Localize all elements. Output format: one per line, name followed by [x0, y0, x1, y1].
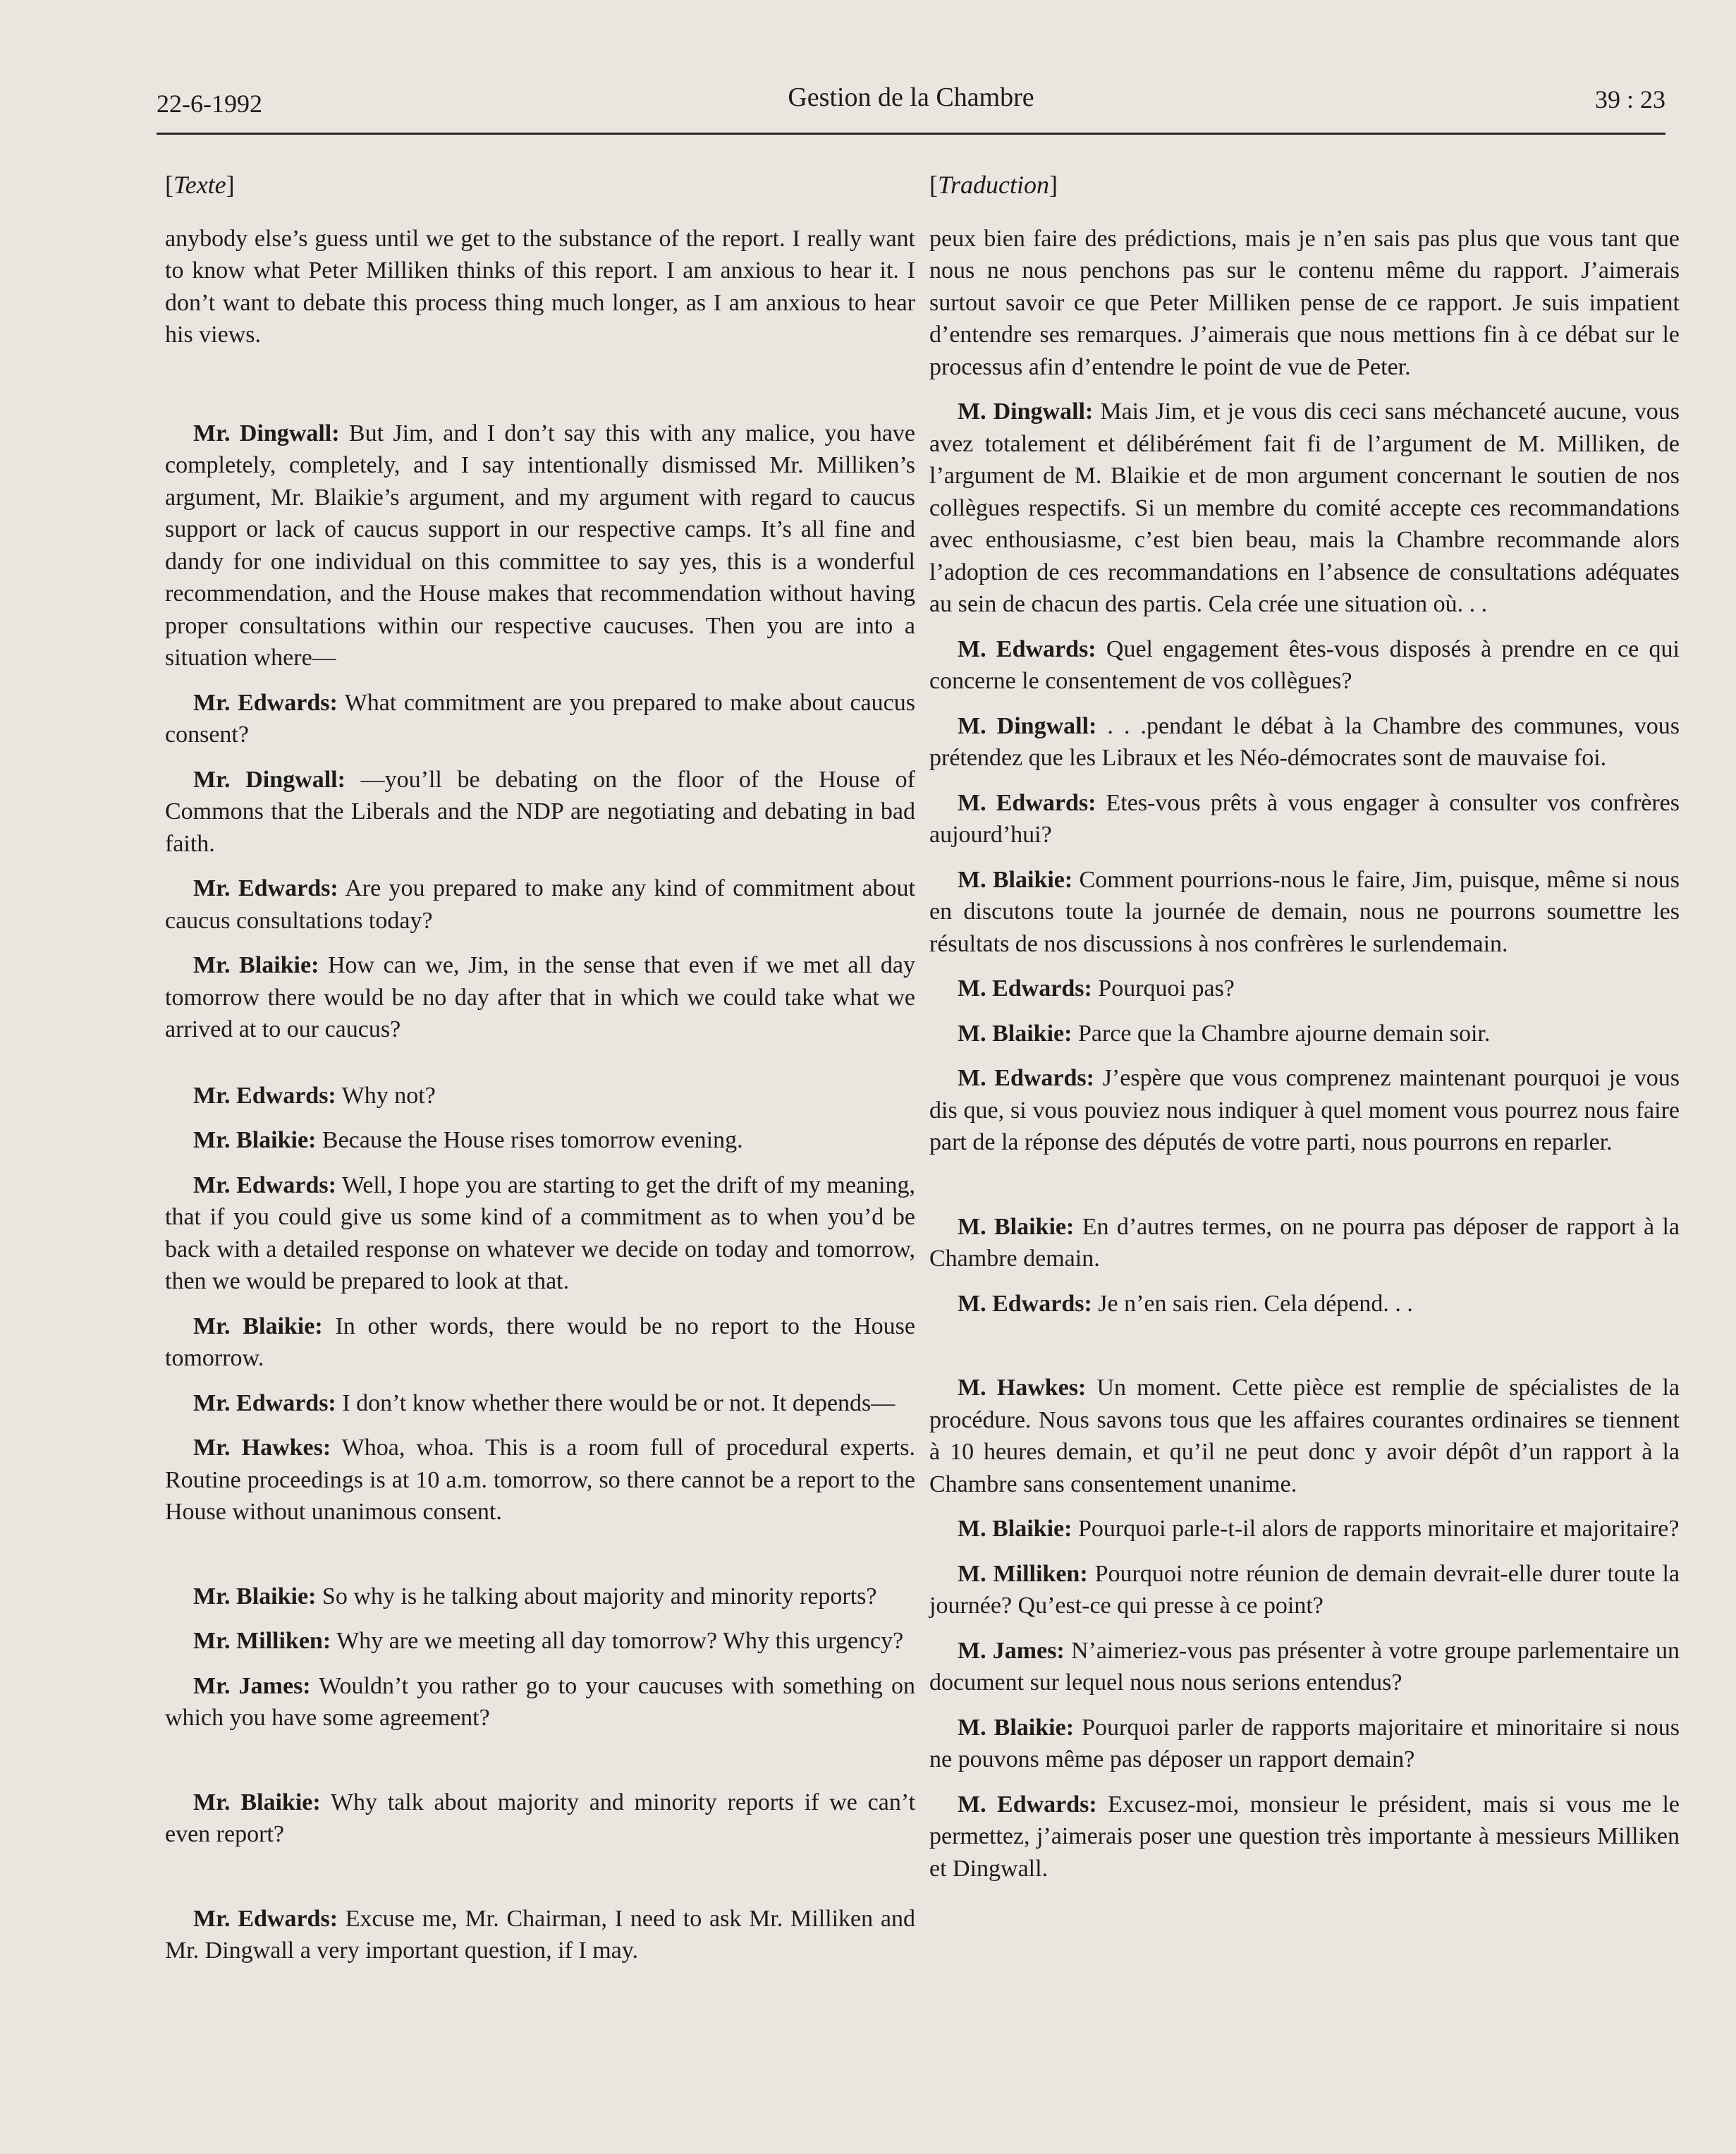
speaker-name: M. Edwards:	[958, 1065, 1094, 1091]
speaker-name: M. Blaikie:	[958, 1516, 1072, 1542]
transcript-paragraph: Mr. Blaikie: In other words, there would be no report to the House tomorrow.	[165, 1313, 916, 1371]
speaker-name: M. Dingwall:	[958, 398, 1094, 425]
transcript-paragraph: M. Edwards: Je n’en sais rien. Cela dépend. . .	[958, 1290, 1413, 1317]
transcript-paragraph: peux bien faire des prédictions, mais je n’en sais pas plus que vous tant que nous ne nous penchons pas sur le contenu même du rapport. J’aimerais surtout savoir ce que Peter Milliken pense de ce rapport. Je suis impatient d’entendre ses remarques. J’aimerais que nous mettions fin à ce débat sur le processus afin d’entendre le point de vue de Peter.	[929, 225, 1680, 380]
english-column	[165, 169, 915, 1980]
transcript-paragraph: M. Milliken: Pourquoi notre réunion de demain devrait-elle durer toute la journée? Qu’est-ce qui presse à ce point?	[929, 1560, 1680, 1619]
speaker-name: Mr. Dingwall:	[193, 766, 346, 793]
speaker-name: M. Blaikie:	[958, 1714, 1075, 1741]
page-header	[157, 76, 1665, 135]
speaker-name: Mr. Edwards:	[193, 1082, 336, 1109]
transcript-paragraph: Mr. Blaikie: Why talk about majority and minority reports if we can’t even report?	[165, 1789, 916, 1847]
speaker-name: Mr. Dingwall:	[193, 420, 340, 446]
transcript-paragraph: Mr. Edwards: What commitment are you prepared to make about caucus consent?	[165, 689, 915, 748]
transcript-paragraph: M. James: N’aimeriez-vous pas présenter à votre groupe parlementaire un document sur lequel nous nous serions entendus?	[929, 1637, 1680, 1696]
column-label-traduction: [Traduction]	[929, 171, 1058, 199]
french-column	[929, 169, 1680, 1897]
transcript-paragraph: Mr. Dingwall: —you’ll be debating on the floor of the House of Commons that the Liberals and the NDP are negotiating and debating in bad faith.	[165, 766, 915, 857]
column-label-texte: [Texte]	[165, 171, 235, 199]
transcript-paragraph: M. Blaikie: Parce que la Chambre ajourne demain soir.	[958, 1020, 1491, 1047]
speaker-name: Mr. Edwards:	[193, 1389, 336, 1416]
speaker-name: Mr. Edwards:	[193, 875, 338, 901]
transcript-paragraph: anybody else’s guess until we get to the substance of the report. I really want to know what Peter Milliken thinks of this report. I am anxious to hear it. I don’t want to debate this process thing much longer, as I am anxious to hear his views.	[165, 225, 915, 348]
transcript-paragraph: Mr. Edwards: Well, I hope you are starting to get the drift of my meaning, that if you could give us some kind of a commitment as to when you’d be back with a detailed response on whatever we decide on today and tomorrow, then we would be prepared to look at that.	[165, 1172, 915, 1294]
header-title: Gestion de la Chambre	[788, 83, 1034, 112]
speaker-name: Mr. Blaikie:	[193, 1789, 321, 1815]
transcript-paragraph: M. Edwards: Excusez-moi, monsieur le président, mais si vous me le permettez, j’aimerais poser une question très importante à messieurs Milliken et Dingwall.	[929, 1791, 1680, 1882]
transcript-paragraph: Mr. Blaikie: Because the House rises tomorrow evening.	[193, 1127, 743, 1153]
speaker-name: M. Edwards:	[958, 1290, 1092, 1317]
transcript-paragraph: M. Edwards: Quel engagement êtes-vous disposés à prendre en ce qui concerne le consentement de vos collègues?	[929, 635, 1680, 694]
transcript-paragraph: M. Blaikie: Pourquoi parle-t-il alors de rapports minoritaire et majoritaire?	[958, 1516, 1680, 1542]
speaker-name: M. James:	[958, 1637, 1065, 1664]
speaker-name: M. Edwards:	[958, 975, 1092, 1002]
speaker-name: M. Edwards:	[958, 789, 1096, 816]
transcript-paragraph: M. Edwards: Etes-vous prêts à vous engager à consulter vos confrères aujourd’hui?	[929, 789, 1680, 848]
transcript-paragraph: M. Blaikie: Pourquoi parler de rapports majoritaire et minoritaire si nous ne pouvons même pas déposer un rapport demain?	[929, 1714, 1680, 1772]
transcript-paragraph: M. Edwards: J’espère que vous comprenez maintenant pourquoi je vous dis que, si vous pouviez nous indiquer à quel moment vous pourrez nous faire part de la réponse des députés de votre parti, nous pourrons en reparler.	[929, 1065, 1680, 1155]
transcript-paragraph: M. Blaikie: En d’autres termes, on ne pourra pas déposer de rapport à la Chambre demain.	[929, 1213, 1680, 1272]
speaker-name: Mr. Edwards:	[193, 1905, 338, 1932]
transcript-paragraph: M. Hawkes: Un moment. Cette pièce est remplie de spécialistes de la procédure. Nous savons tous que les affaires courantes ordinaires se tiennent à 10 heures demain, et qu’il ne peut donc y avoir dépôt d’un rapport à la Chambre sans consentement unanime.	[929, 1375, 1680, 1497]
speaker-name: Mr. Edwards:	[193, 1172, 336, 1198]
speaker-name: Mr. Hawkes:	[193, 1435, 331, 1461]
transcript-paragraph: Mr. Hawkes: Whoa, whoa. This is a room full of procedural experts. Routine proceedings is at 10 a.m. tomorrow, so there cannot be a report to the House without unanimous consent.	[165, 1435, 915, 1525]
speaker-name: Mr. James:	[193, 1672, 311, 1699]
header-date: 22-6-1992	[157, 90, 262, 118]
transcript-paragraph: Mr. Dingwall: But Jim, and I don’t say this with any malice, you have completely, completely, and I say intentionally dismissed Mr. Milliken’s argument, Mr. Blaikie’s argument, and my argument with regard to caucus support or lack of caucus support in our respective camps. It’s all fine and dandy for one individual on this committee to say yes, this is a wonderful recommendation, and the House makes that recommendation without having proper consultations within our respective caucuses. Then you are into a situation where—	[165, 420, 915, 671]
speaker-name: Mr. Blaikie:	[193, 1313, 323, 1339]
transcript-paragraph: M. Dingwall: Mais Jim, et je vous dis ceci sans méchanceté aucune, vous avez totalement et délibérément fait fi de l’argument de M. Milliken, de l’argument de M. Blaikie et de mon argument concernant le soutien de nos collègues respectifs. Si un membre du comité accepte ces recommandations avec enthousiasme, c’est bien beau, mais la Chambre recommande alors l’adoption de ces recommandations en l’absence de consultations adéquates au sein de chacun des partis. Cela crée une situation où. . .	[929, 398, 1680, 617]
transcript-paragraph: Mr. James: Wouldn’t you rather go to your caucuses with something on which you have some agreement?	[165, 1672, 916, 1731]
speaker-name: M. Edwards:	[958, 1791, 1097, 1818]
transcript-paragraph: Mr. Blaikie: So why is he talking about majority and minority reports?	[193, 1583, 877, 1610]
speaker-name: M. Hawkes:	[958, 1375, 1087, 1401]
speaker-name: M. Blaikie:	[958, 1020, 1072, 1047]
speaker-name: Mr. Blaikie:	[193, 1583, 317, 1610]
transcript-paragraph: Mr. Edwards: Are you prepared to make any kind of commitment about caucus consultations today?	[165, 875, 915, 934]
transcript-paragraph: M. Blaikie: Comment pourrions-nous le faire, Jim, puisque, même si nous en discutons toute la journée de demain, nous ne pourrons soumettre les résultats de nos discussions à nos confrères le surlendemain.	[929, 866, 1680, 957]
transcript-paragraph: Mr. Edwards: I don’t know whether there would be or not. It depends—	[193, 1389, 895, 1416]
header-page-number: 39 : 23	[1594, 85, 1665, 114]
speaker-name: Mr. Blaikie:	[193, 952, 319, 978]
speaker-name: M. Dingwall:	[958, 712, 1097, 739]
transcript-paragraph: Mr. Edwards: Why not?	[193, 1082, 436, 1109]
speaker-name: Mr. Edwards:	[193, 689, 338, 716]
transcript-paragraph: Mr. Edwards: Excuse me, Mr. Chairman, I need to ask Mr. Milliken and Mr. Dingwall a very important question, if I may.	[165, 1905, 915, 1964]
transcript-paragraph: M. Edwards: Pourquoi pas?	[958, 975, 1235, 1002]
speaker-name: M. Milliken:	[958, 1560, 1088, 1587]
speaker-name: M. Edwards:	[958, 635, 1096, 662]
transcript-paragraph: Mr. Milliken: Why are we meeting all day tomorrow? Why this urgency?	[193, 1628, 904, 1654]
transcript-paragraph: Mr. Blaikie: How can we, Jim, in the sense that even if we met all day tomorrow there would be no day after that in which we could take what we arrived at to our caucus?	[165, 952, 916, 1042]
speaker-name: M. Blaikie:	[958, 866, 1073, 893]
speaker-name: Mr. Milliken:	[193, 1628, 331, 1654]
transcript-paragraph: M. Dingwall: . . .pendant le débat à la Chambre des communes, vous prétendez que les Libraux et les Néo-démocrates sont de mauvaise foi.	[929, 712, 1680, 771]
speaker-name: M. Blaikie:	[958, 1213, 1075, 1240]
speaker-name: Mr. Blaikie:	[193, 1127, 317, 1153]
